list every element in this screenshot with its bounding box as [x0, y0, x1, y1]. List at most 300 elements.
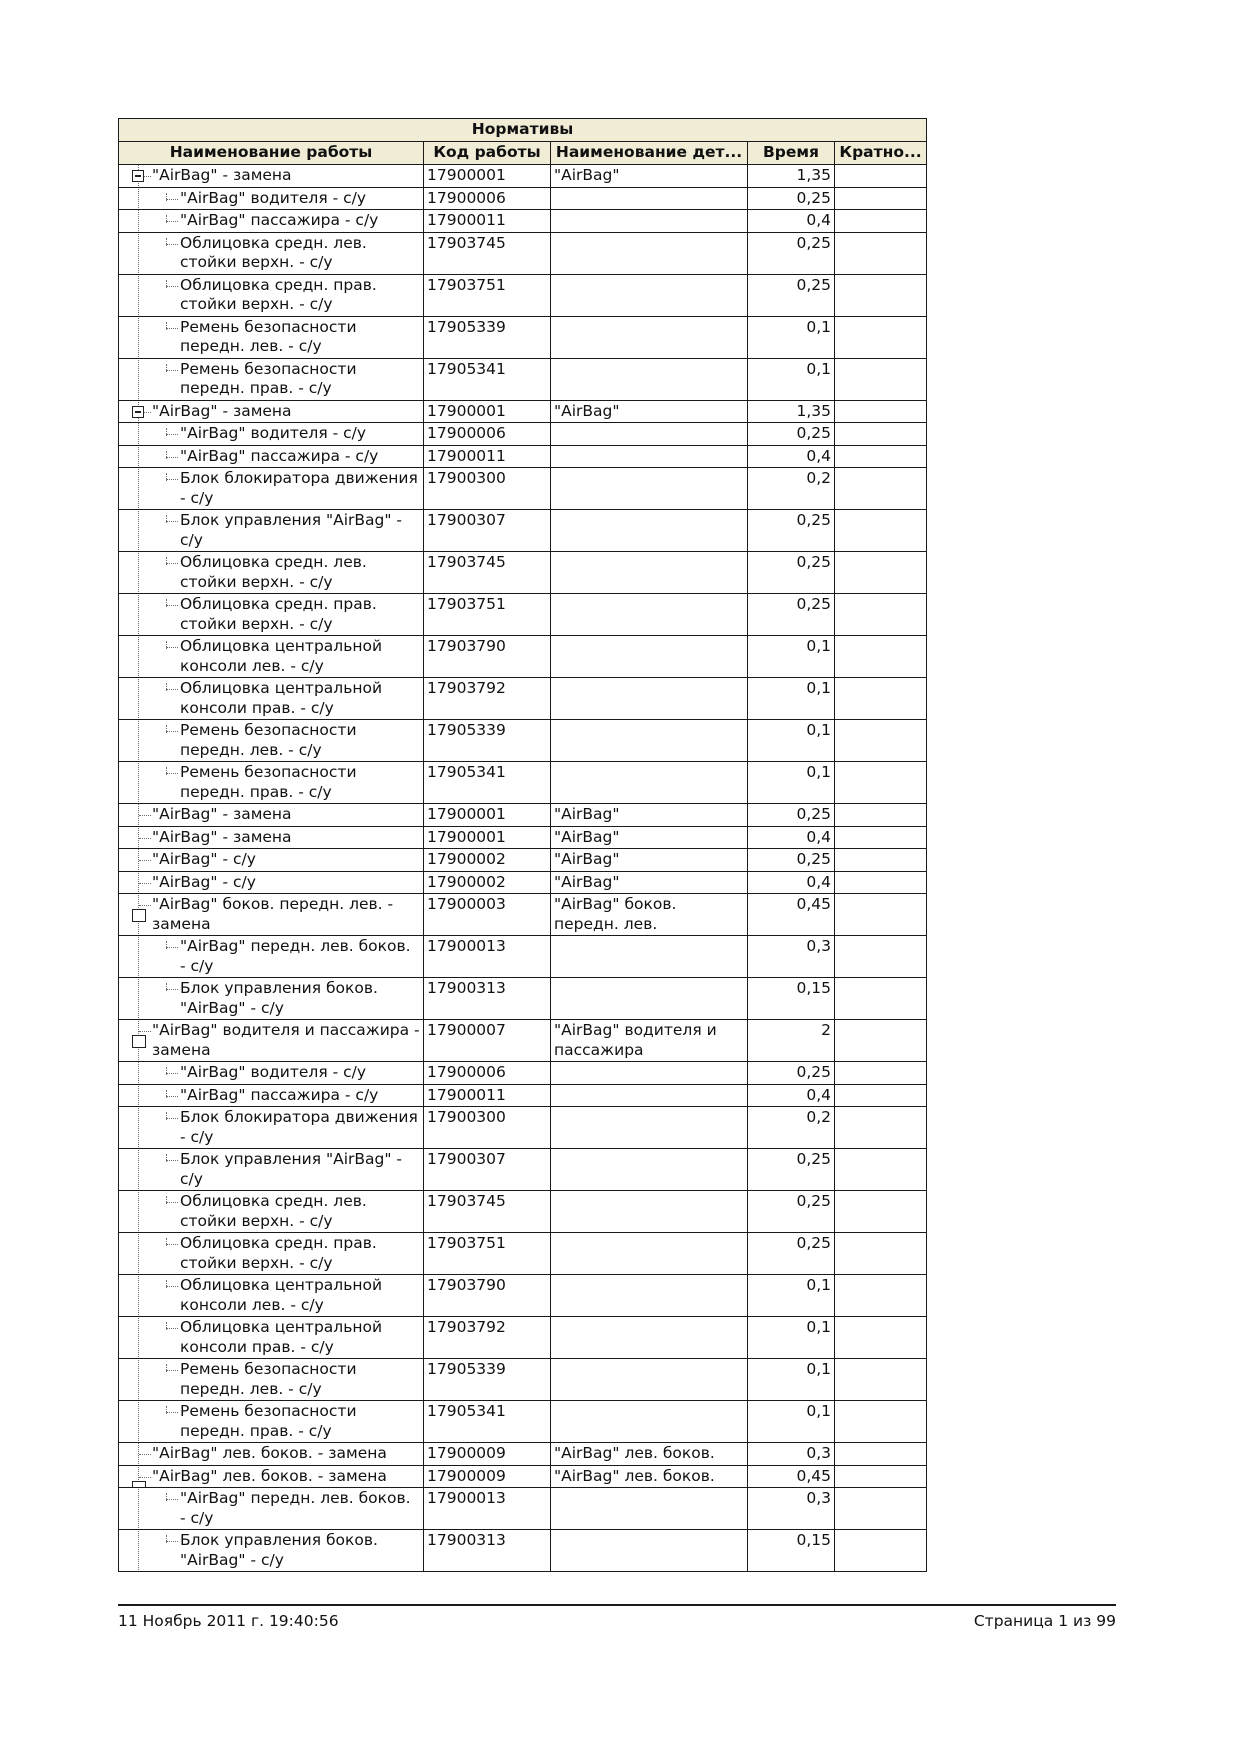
cell-work-code: 17900002 [424, 871, 551, 894]
tree-connector [122, 424, 180, 444]
table-row[interactable] [119, 468, 927, 510]
cell-time: 0,1 [748, 358, 835, 400]
tree-connector [122, 211, 180, 231]
column-header-time[interactable]: Время [748, 142, 835, 165]
work-name-label: Облицовка центральной консоли прав. - с/у [180, 1318, 383, 1356]
cell-work-code: 17900006 [424, 187, 551, 210]
cell-time: 0,25 [748, 1233, 835, 1275]
cell-work-name [119, 849, 424, 872]
cell-multiplicity [835, 1275, 927, 1317]
cell-work-code: 17900300 [424, 1107, 551, 1149]
table-row[interactable] [119, 358, 927, 400]
table-row[interactable] [119, 1488, 927, 1530]
cell-work-code: 17905341 [424, 1401, 551, 1443]
work-name-label: "AirBag" боков. передн. лев. - замена [152, 895, 394, 933]
cell-work-code: 17900001 [424, 400, 551, 423]
work-name-label: Блок управления "AirBag" - с/у [180, 1150, 403, 1188]
work-name-label: Облицовка средн. лев. стойки верхн. - с/у [180, 1192, 367, 1230]
tree-connector [122, 189, 180, 209]
cell-part-name [551, 274, 748, 316]
cell-multiplicity [835, 1020, 927, 1062]
work-name-label: Ремень безопасности передн. прав. - с/у [180, 359, 357, 397]
table-row-group[interactable] [119, 826, 927, 849]
cell-work-code: 17900001 [424, 804, 551, 827]
cell-work-name [119, 1062, 424, 1085]
table-row-group[interactable] [119, 871, 927, 894]
table-row[interactable] [119, 1084, 927, 1107]
cell-multiplicity [835, 358, 927, 400]
table-row[interactable] [119, 1233, 927, 1275]
cell-work-name [119, 826, 424, 849]
cell-work-code: 17900307 [424, 510, 551, 552]
tree-connector [122, 234, 180, 273]
cell-multiplicity [835, 210, 927, 233]
cell-work-name [119, 636, 424, 678]
cell-work-code: 17903790 [424, 636, 551, 678]
tree-connector [122, 166, 152, 186]
cell-work-name [119, 1317, 424, 1359]
cell-part-name: "AirBag" [551, 165, 748, 188]
tree-node [122, 1086, 420, 1106]
cell-part-name [551, 316, 748, 358]
cell-time: 0,25 [748, 804, 835, 827]
cell-work-code: 17900006 [424, 423, 551, 446]
cell-work-name [119, 720, 424, 762]
cell-time: 0,1 [748, 1359, 835, 1401]
cell-part-name [551, 678, 748, 720]
tree-node [122, 1489, 420, 1528]
expand-box-icon[interactable] [132, 909, 146, 922]
tree-node [122, 1021, 420, 1060]
cell-time: 0,2 [748, 1107, 835, 1149]
tree-connector [122, 1444, 152, 1464]
tree-node [122, 828, 420, 848]
tree-node [122, 1360, 420, 1399]
expand-box-icon[interactable] [132, 1035, 146, 1048]
expand-box-icon[interactable] [132, 1481, 146, 1488]
table-title: Нормативы [119, 119, 927, 142]
cell-work-code: 17903751 [424, 274, 551, 316]
cell-work-name [119, 552, 424, 594]
tree-connector [122, 873, 152, 893]
cell-work-code: 17900313 [424, 978, 551, 1020]
cell-multiplicity [835, 1149, 927, 1191]
tree-node [122, 276, 420, 315]
tree-node [122, 679, 420, 718]
cell-work-code: 17900013 [424, 1488, 551, 1530]
cell-part-name [551, 1488, 748, 1530]
tree-connector [122, 402, 152, 422]
cell-work-code: 17903745 [424, 232, 551, 274]
cell-work-name [119, 594, 424, 636]
tree-connector [122, 1086, 180, 1106]
tree-connector [122, 979, 180, 1018]
tree-node [122, 937, 420, 976]
tree-connector [122, 318, 180, 357]
cell-time: 0,25 [748, 1062, 835, 1085]
cell-multiplicity [835, 165, 927, 188]
tree-connector [122, 850, 152, 870]
cell-work-code: 17903751 [424, 1233, 551, 1275]
cell-work-name [119, 936, 424, 978]
cell-work-code: 17900001 [424, 165, 551, 188]
table-row[interactable] [119, 936, 927, 978]
table-row[interactable] [119, 423, 927, 446]
tree-connector [122, 1276, 180, 1315]
cell-time: 0,15 [748, 1530, 835, 1572]
work-name-label: "AirBag" передн. лев. боков. - с/у [180, 1489, 411, 1527]
table-row[interactable] [119, 762, 927, 804]
cell-multiplicity [835, 804, 927, 827]
table-row[interactable] [119, 678, 927, 720]
cell-part-name [551, 510, 748, 552]
cell-multiplicity [835, 762, 927, 804]
table-row-group[interactable] [119, 1443, 927, 1466]
tree-node [122, 360, 420, 399]
cell-multiplicity [835, 871, 927, 894]
work-name-label: "AirBag" лев. боков. - замена [152, 1444, 387, 1462]
cell-multiplicity [835, 1465, 927, 1488]
cell-part-name: "AirBag" [551, 871, 748, 894]
cell-multiplicity [835, 720, 927, 762]
tree-node [122, 1192, 420, 1231]
tree-connector [122, 937, 180, 976]
cell-multiplicity [835, 1107, 927, 1149]
tree-connector [122, 721, 180, 760]
cell-multiplicity [835, 274, 927, 316]
cell-part-name: "AirBag" [551, 826, 748, 849]
cell-multiplicity [835, 1233, 927, 1275]
cell-time: 0,25 [748, 187, 835, 210]
table-row-group[interactable] [119, 165, 927, 188]
column-header-work-code[interactable]: Код работы [424, 142, 551, 165]
table-row[interactable] [119, 1107, 927, 1149]
tree-connector [122, 1402, 180, 1441]
table-row[interactable] [119, 316, 927, 358]
tree-connector [122, 1021, 152, 1060]
cell-part-name [551, 358, 748, 400]
tree-connector [122, 553, 180, 592]
cell-part-name [551, 1107, 748, 1149]
work-name-label: Облицовка центральной консоли лев. - с/у [180, 637, 383, 675]
table-row-group[interactable] [119, 804, 927, 827]
work-name-label: Облицовка средн. прав. стойки верхн. - с/у [180, 275, 377, 313]
tree-node [122, 166, 420, 186]
table-row[interactable] [119, 445, 927, 468]
norms-table [118, 118, 927, 1572]
cell-part-name [551, 423, 748, 446]
table-row[interactable] [119, 1191, 927, 1233]
cell-work-name [119, 978, 424, 1020]
tree-connector [122, 447, 180, 467]
cell-time: 0,15 [748, 978, 835, 1020]
cell-work-code: 17900300 [424, 468, 551, 510]
cell-multiplicity [835, 468, 927, 510]
cell-work-name [119, 1191, 424, 1233]
cell-work-name [119, 187, 424, 210]
cell-work-code: 17905341 [424, 762, 551, 804]
cell-work-name [119, 1107, 424, 1149]
cell-work-code: 17905339 [424, 1359, 551, 1401]
cell-work-name [119, 1443, 424, 1466]
tree-node [122, 318, 420, 357]
work-name-label: "AirBag" водителя - с/у [180, 1063, 367, 1081]
tree-node [122, 1234, 420, 1273]
cell-part-name [551, 468, 748, 510]
cell-work-name [119, 1020, 424, 1062]
cell-part-name [551, 1233, 748, 1275]
table-row[interactable] [119, 510, 927, 552]
work-name-label: Облицовка средн. прав. стойки верхн. - с/у [180, 1234, 377, 1272]
cell-time: 0,3 [748, 1488, 835, 1530]
cell-work-name [119, 316, 424, 358]
cell-work-name [119, 423, 424, 446]
cell-part-name: "AirBag" боков. передн. лев. [551, 894, 748, 936]
table-row[interactable] [119, 1062, 927, 1085]
tree-connector [122, 276, 180, 315]
table-row[interactable] [119, 1530, 927, 1572]
cell-part-name [551, 1359, 748, 1401]
cell-time: 0,25 [748, 1149, 835, 1191]
work-name-label: Облицовка средн. лев. стойки верхн. - с/у [180, 553, 367, 591]
tree-connector [122, 1467, 152, 1487]
tree-node [122, 721, 420, 760]
cell-multiplicity [835, 1359, 927, 1401]
cell-part-name: "AirBag" лев. боков. [551, 1443, 748, 1466]
cell-multiplicity [835, 594, 927, 636]
tree-node [122, 234, 420, 273]
cell-time: 0,4 [748, 871, 835, 894]
collapse-toggle-icon[interactable] [132, 170, 144, 182]
cell-work-code: 17903792 [424, 1317, 551, 1359]
work-name-label: Облицовка центральной консоли лев. - с/у [180, 1276, 383, 1314]
table-row[interactable] [119, 274, 927, 316]
table-row[interactable] [119, 1317, 927, 1359]
work-name-label: "AirBag" - с/у [152, 850, 256, 868]
tree-connector [122, 469, 180, 508]
tree-node [122, 1467, 420, 1487]
cell-time: 0,1 [748, 1317, 835, 1359]
tree-connector [122, 595, 180, 634]
table-row[interactable] [119, 1149, 927, 1191]
tree-node [122, 979, 420, 1018]
cell-part-name [551, 1149, 748, 1191]
table-row-group[interactable] [119, 400, 927, 423]
work-name-label: Ремень безопасности передн. лев. - с/у [180, 721, 357, 759]
cell-time: 0,4 [748, 826, 835, 849]
work-name-label: Облицовка средн. прав. стойки верхн. - с/у [180, 595, 377, 633]
column-header-multiplicity[interactable]: Кратно... [835, 142, 927, 165]
cell-work-name [119, 232, 424, 274]
tree-node [122, 763, 420, 802]
tree-connector [122, 1150, 180, 1189]
table-row[interactable] [119, 720, 927, 762]
tree-node [122, 553, 420, 592]
work-name-label: Ремень безопасности передн. лев. - с/у [180, 317, 357, 355]
cell-part-name [551, 762, 748, 804]
tree-connector [122, 1360, 180, 1399]
cell-work-name [119, 445, 424, 468]
work-name-label: "AirBag" - замена [152, 166, 292, 184]
tree-node [122, 1444, 420, 1464]
cell-time: 0,25 [748, 232, 835, 274]
tree-node [122, 511, 420, 550]
cell-work-name [119, 871, 424, 894]
norms-report [118, 118, 926, 1572]
cell-work-name [119, 468, 424, 510]
cell-part-name [551, 1062, 748, 1085]
cell-work-name [119, 1530, 424, 1572]
cell-time: 0,3 [748, 1443, 835, 1466]
cell-work-name [119, 1401, 424, 1443]
cell-part-name [551, 1084, 748, 1107]
cell-work-name [119, 1233, 424, 1275]
cell-time: 0,25 [748, 274, 835, 316]
work-name-label: "AirBag" передн. лев. боков. - с/у [180, 937, 411, 975]
table-row-group[interactable] [119, 1020, 927, 1062]
tree-connector [122, 1063, 180, 1083]
cell-work-name [119, 510, 424, 552]
column-header-work-name[interactable]: Наименование работы [119, 142, 424, 165]
cell-time: 1,35 [748, 165, 835, 188]
cell-work-name [119, 358, 424, 400]
collapse-toggle-icon[interactable] [132, 406, 144, 418]
tree-node [122, 595, 420, 634]
table-row[interactable] [119, 636, 927, 678]
table-body [119, 165, 927, 1572]
cell-part-name: "AirBag" [551, 804, 748, 827]
cell-part-name: "AirBag" водителя и пассажира [551, 1020, 748, 1062]
tree-node [122, 873, 420, 893]
tree-node [122, 850, 420, 870]
cell-work-name [119, 1359, 424, 1401]
cell-time: 0,1 [748, 316, 835, 358]
cell-time: 1,35 [748, 400, 835, 423]
cell-work-code: 17903745 [424, 1191, 551, 1233]
cell-work-name [119, 165, 424, 188]
cell-work-code: 17900002 [424, 849, 551, 872]
cell-multiplicity [835, 678, 927, 720]
cell-time: 0,4 [748, 210, 835, 233]
cell-part-name [551, 187, 748, 210]
tree-connector [122, 360, 180, 399]
work-name-label: "AirBag" - замена [152, 401, 292, 420]
work-name-label: Ремень безопасности передн. прав. - с/у [180, 1402, 357, 1440]
cell-time: 0,1 [748, 762, 835, 804]
cell-multiplicity [835, 826, 927, 849]
work-name-label: "AirBag" - замена [152, 805, 292, 823]
cell-time: 0,2 [748, 468, 835, 510]
work-name-label: "AirBag" - замена [152, 827, 292, 846]
cell-work-code: 17905339 [424, 316, 551, 358]
cell-time: 0,1 [748, 636, 835, 678]
table-row[interactable] [119, 187, 927, 210]
cell-time: 0,1 [748, 678, 835, 720]
tree-connector [122, 1318, 180, 1357]
cell-multiplicity [835, 510, 927, 552]
work-name-label: "AirBag" водителя и пассажира - замена [152, 1021, 420, 1059]
tree-connector [122, 1192, 180, 1231]
tree-connector [122, 1234, 180, 1273]
work-name-label: Блок блокиратора движения - с/у [180, 1108, 418, 1146]
cell-work-name [119, 804, 424, 827]
cell-multiplicity [835, 936, 927, 978]
cell-work-name [119, 1084, 424, 1107]
cell-multiplicity [835, 636, 927, 678]
table-row-group[interactable] [119, 894, 927, 936]
tree-connector [122, 511, 180, 550]
cell-work-code: 17900011 [424, 1084, 551, 1107]
cell-part-name [551, 1401, 748, 1443]
cell-part-name [551, 552, 748, 594]
cell-work-code: 17900011 [424, 210, 551, 233]
tree-connector [122, 895, 152, 934]
work-name-label: Облицовка средн. лев. стойки верхн. - с/у [180, 233, 367, 271]
table-row-group[interactable] [119, 849, 927, 872]
cell-part-name [551, 720, 748, 762]
cell-part-name [551, 936, 748, 978]
cell-multiplicity [835, 316, 927, 358]
table-row[interactable] [119, 552, 927, 594]
work-name-label: "AirBag" водителя - с/у [180, 188, 367, 207]
tree-node [122, 424, 420, 444]
table-row-group[interactable] [119, 1465, 927, 1488]
cell-multiplicity [835, 232, 927, 274]
footer-divider [118, 1604, 1116, 1606]
cell-work-name [119, 1488, 424, 1530]
work-name-label: "AirBag" лев. боков. - замена [152, 1466, 387, 1485]
table-row[interactable] [119, 210, 927, 233]
column-header-part-name[interactable]: Наименование дет... [551, 142, 748, 165]
cell-time: 0,45 [748, 1465, 835, 1488]
tree-connector [122, 637, 180, 676]
cell-work-code: 17900007 [424, 1020, 551, 1062]
tree-node [122, 402, 420, 422]
table-row[interactable] [119, 1401, 927, 1443]
tree-node [122, 211, 420, 231]
table-row[interactable] [119, 232, 927, 274]
cell-part-name [551, 1275, 748, 1317]
cell-part-name: "AirBag" [551, 849, 748, 872]
tree-node [122, 1318, 420, 1357]
work-name-label: Блок управления боков. "AirBag" - с/у [180, 1531, 378, 1569]
table-row[interactable] [119, 1359, 927, 1401]
cell-work-name [119, 1149, 424, 1191]
cell-time: 0,1 [748, 1401, 835, 1443]
cell-part-name [551, 978, 748, 1020]
cell-time: 0,4 [748, 445, 835, 468]
cell-work-code: 17903790 [424, 1275, 551, 1317]
cell-part-name [551, 1191, 748, 1233]
cell-part-name [551, 445, 748, 468]
cell-multiplicity [835, 400, 927, 423]
cell-time: 0,3 [748, 936, 835, 978]
cell-time: 0,4 [748, 1084, 835, 1107]
cell-work-name [119, 762, 424, 804]
tree-node [122, 1063, 420, 1083]
table-row[interactable] [119, 978, 927, 1020]
table-row[interactable] [119, 594, 927, 636]
cell-multiplicity [835, 187, 927, 210]
work-name-label: "AirBag" пассажира - с/у [180, 1085, 379, 1104]
cell-time: 0,25 [748, 1191, 835, 1233]
cell-time: 0,1 [748, 720, 835, 762]
cell-multiplicity [835, 1191, 927, 1233]
table-row[interactable] [119, 1275, 927, 1317]
tree-node [122, 805, 420, 825]
cell-work-name [119, 1465, 424, 1488]
tree-node [122, 1402, 420, 1441]
